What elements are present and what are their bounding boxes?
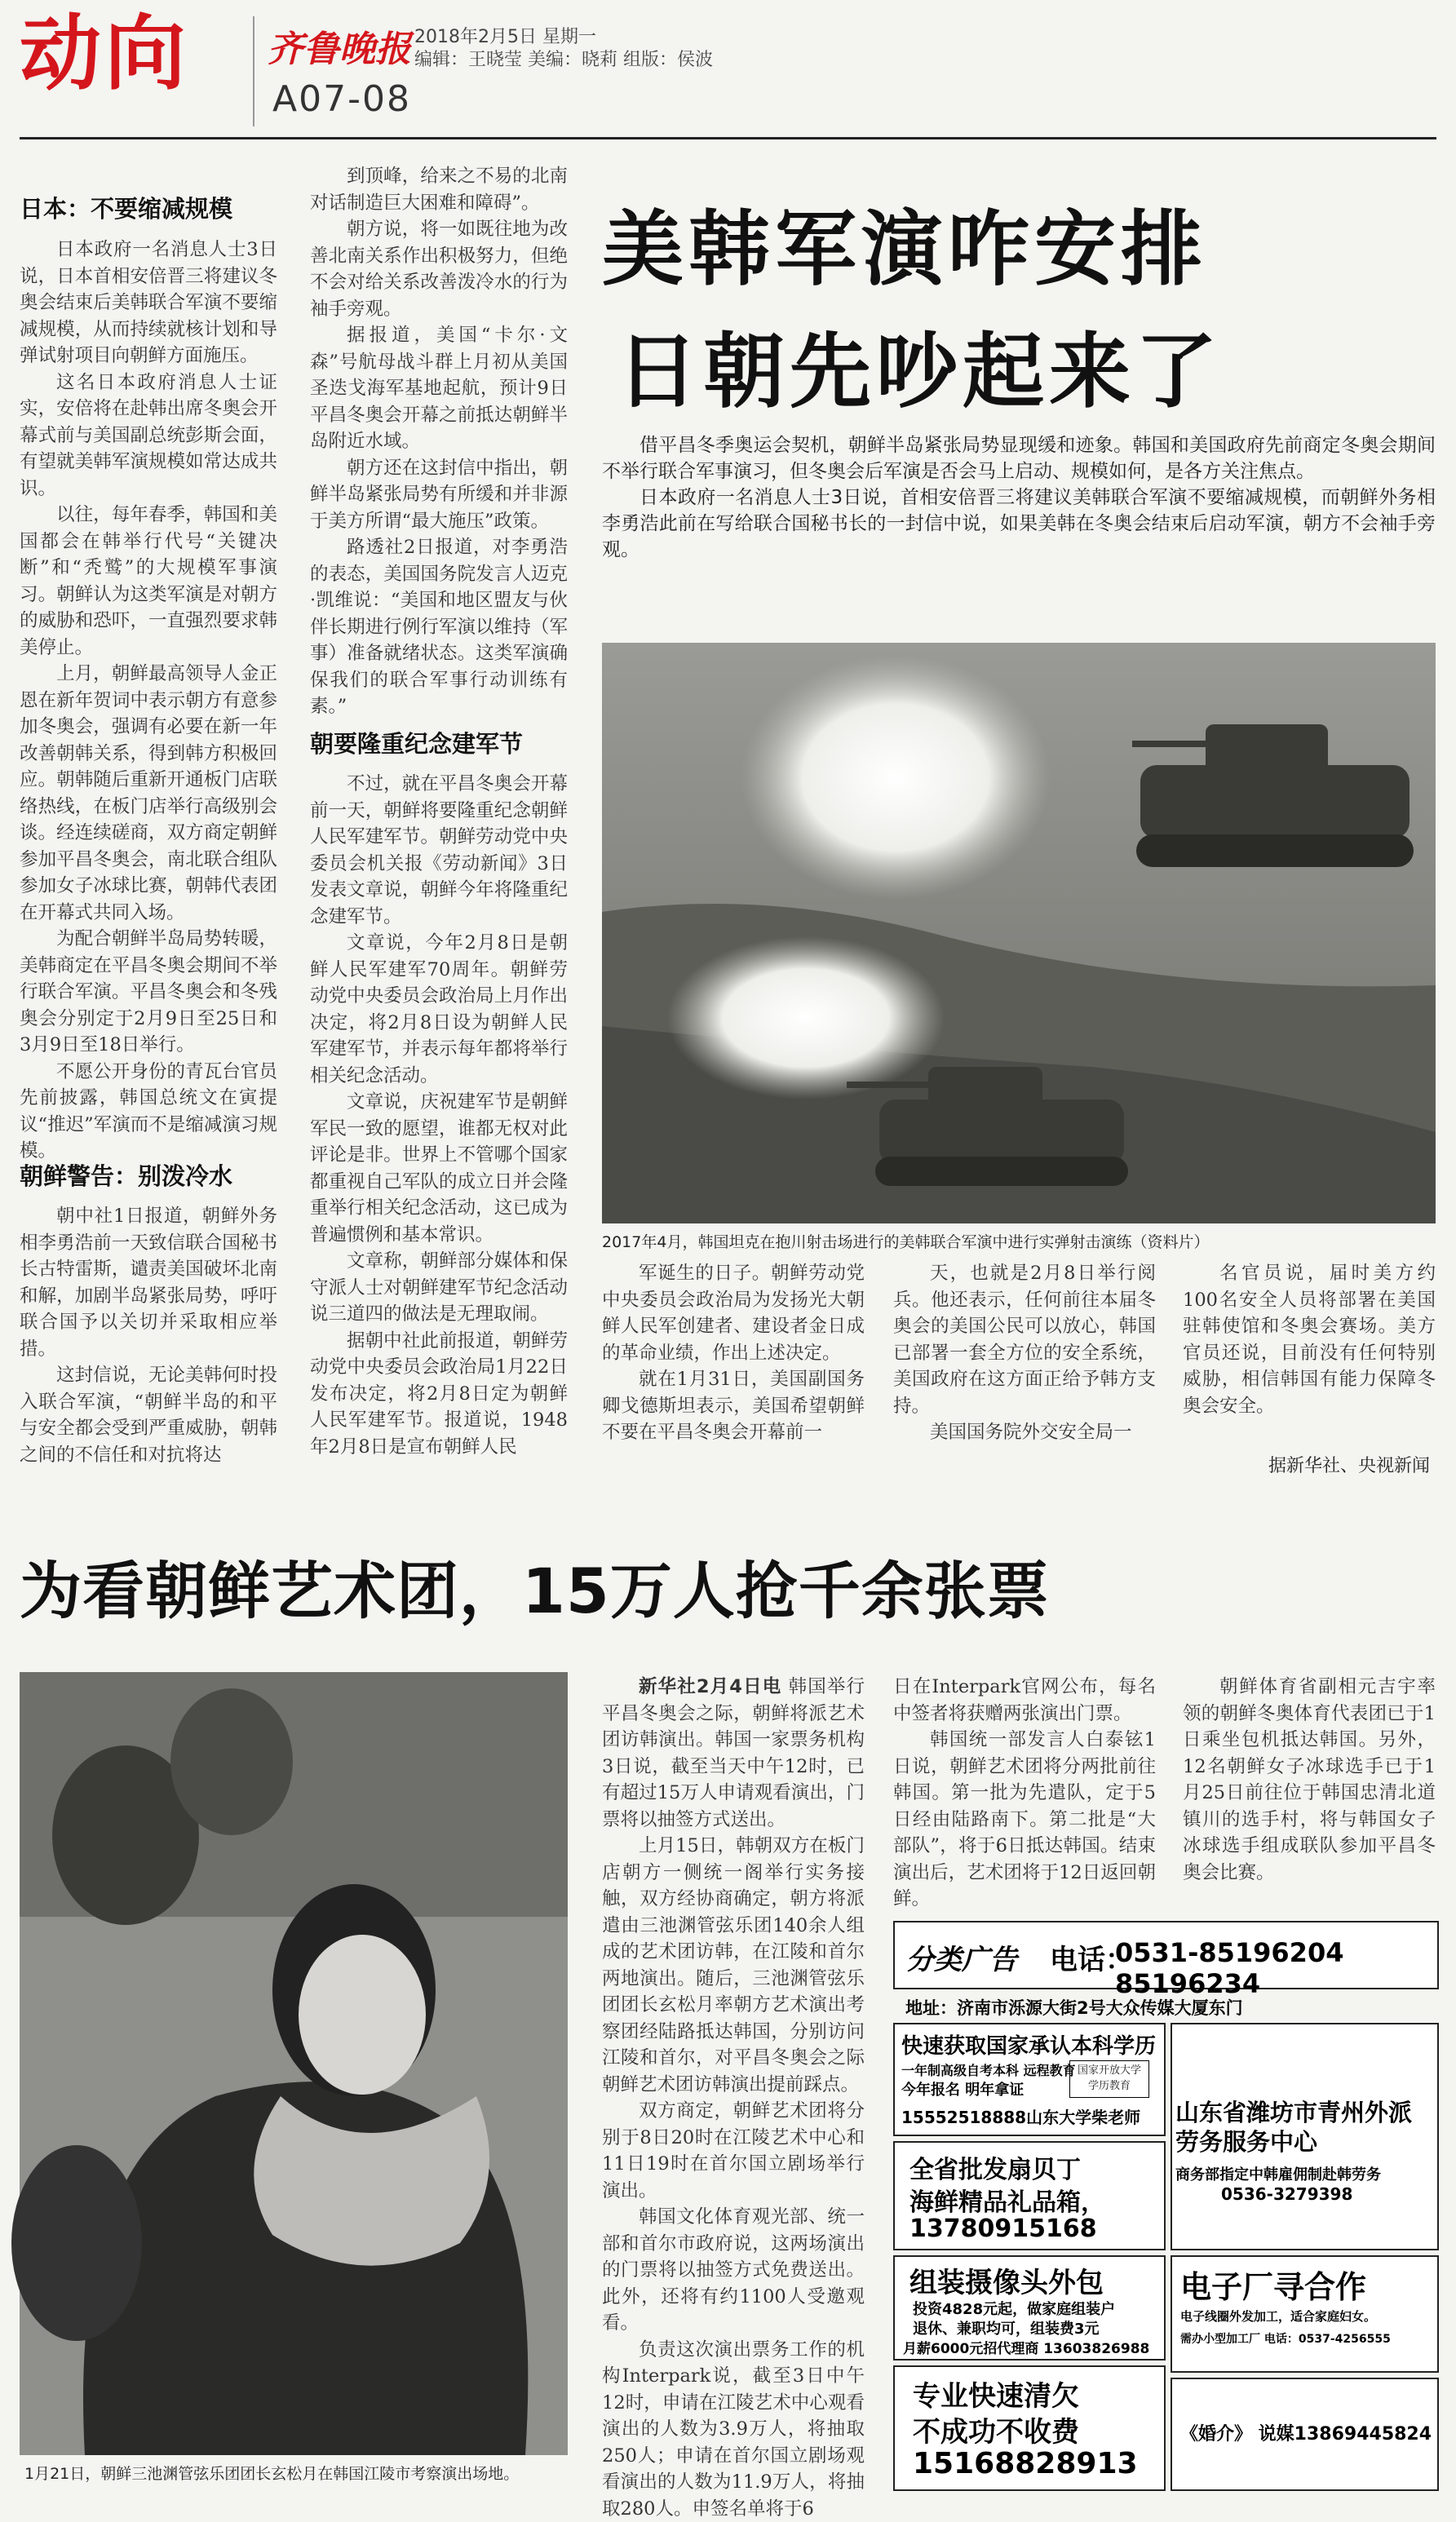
- ad-education-badge: [1069, 2060, 1149, 2098]
- body-text: 韩国举行平昌冬奥会之际，朝鲜将派艺术团访韩演出。韩国一家票务机构3日说，截至当天中午12时，已有超过15万人申请观看演出，门票将以抽签方式送出。: [602, 1676, 865, 1830]
- ad-camera-line: 退休、兼职均可，组装费3元: [913, 2317, 1100, 2338]
- ad-labor-phone: 0536-3279398: [1221, 2184, 1352, 2204]
- body-paragraph: 韩国统一部发言人白泰铉1日说，朝鲜艺术团将分两批前往韩国。第一批为先遣队，定于5日经由陆路南下。第二批是“大部队”，将于6日抵达韩国。结束演出后，艺术团将于12日返回朝鲜。: [893, 1727, 1156, 1913]
- body-paragraph: 日在Interpark官网公布，每名中签者将获赠两张演出门票。: [893, 1674, 1156, 1727]
- tank-photo-art: [602, 643, 1436, 1223]
- header-divider: [253, 16, 254, 126]
- ad-debt-title: 专业快速清欠: [913, 2374, 1079, 2414]
- story1-column-4: [893, 1260, 1156, 1497]
- ad-labor-title: 山东省潍坊市青州外派劳务服务中心: [1175, 2098, 1435, 2157]
- editor-credits: 编辑：王晓莹 美编：晓莉 组版：侯波: [414, 46, 713, 71]
- story2-dateline: 新华社2月4日电: [639, 1676, 781, 1697]
- header-rule: [20, 137, 1436, 139]
- body-paragraph: 就在1月31日，美国副国务卿戈德斯坦表示，美国希望朝鲜不要在平昌冬奥会开幕前一: [602, 1366, 865, 1446]
- ads-banner: [893, 1921, 1439, 1989]
- ad-seafood-title: 全省批发扇贝丁: [909, 2149, 1081, 2185]
- ad-education-title: 快速获取国家承认本科学历: [901, 2029, 1156, 2060]
- story2-headline: 为看朝鲜艺术团，15万人抢千余张票: [20, 1542, 1050, 1630]
- body-paragraph: 朝方说，将一如既往地为改善北南关系作出积极努力，但绝不会对给关系改善泼冷水的行为袖手旁观。: [310, 216, 568, 322]
- body-paragraph: 美国国务院外交安全局一: [893, 1419, 1156, 1446]
- troupe-photo-art: [20, 1672, 568, 2455]
- story2-column-3: [1183, 1674, 1436, 1910]
- ad-education: [893, 2023, 1166, 2136]
- ad-camera-assembly: [893, 2255, 1166, 2361]
- ad-matchmaking-line: 《婚介》 说媒13869445824: [1180, 2420, 1432, 2445]
- tank-photo-caption: 2017年4月，韩国坦克在抱川射击场进行的美韩联合军演中进行实弹射击演练（资料片）: [602, 1230, 1209, 1252]
- ads-tel-label: 电话：: [1050, 1937, 1133, 1977]
- body-paragraph: 这名日本政府消息人士证实，安倍将在赴韩出席冬奥会开幕式前与美国副总统彭斯会面，有望就美韩军演规模如常达成共识。: [20, 369, 277, 502]
- ads-banner-title: 分类广告: [906, 1937, 1017, 1977]
- ad-matchmaking: [1171, 2378, 1439, 2491]
- body-paragraph: 据朝中社此前报道，朝鲜劳动党中央委员会政治局1月22日发布决定，将2月8日定为朝鲜人民军建军节。报道说，1948年2月8日是宣布朝鲜人民: [310, 1328, 568, 1461]
- story1-column-1a: [20, 237, 277, 1146]
- body-paragraph: 朝方还在这封信中指出，朝鲜半岛紧张局势有所缓和并非源于美方所谓“最大施压”政策。: [310, 455, 568, 535]
- body-paragraph: 文章说，今年2月8日是朝鲜人民军建军70周年。朝鲜劳动党中央委员会政治局上月作出决定，将2月8日设为朝鲜人民军建军节，并表示每年都将举行相关纪念活动。: [310, 930, 568, 1089]
- page-number: A07-08: [272, 78, 411, 120]
- body-paragraph: 文章说，庆祝建军节是朝鲜军民一致的愿望，谁都无权对此评论是非。世界上不管哪个国家都重视自己军队的成立日并会隆重举行相关纪念活动，这已成为普遍惯例和基本常识。: [310, 1089, 568, 1248]
- ads-phone: 0531-85196204 85196234: [1115, 1937, 1437, 1999]
- body-paragraph: 文章称，朝鲜部分媒体和保守派人士对朝鲜建军节纪念活动说三道四的做法是无理取闹。: [310, 1248, 568, 1328]
- ad-debt-phone: 15168828913: [913, 2447, 1138, 2480]
- tank-exercise-photo: [602, 643, 1436, 1223]
- story1-lead-paragraph: 日本政府一名消息人士3日说，首相安倍晋三将建议美韩联合军演不要缩减规模，而朝鲜外务相李勇浩此前在写给联合国秘书长的一封信中说，如果美韩在冬奥会结束后启动军演，朝方不会袖手旁观。: [602, 484, 1436, 563]
- ad-education-phone: 15552518888山东大学柴老师: [901, 2104, 1140, 2128]
- story1-headline-line1: 美韩军演咋安排: [602, 184, 1207, 301]
- ad-electronics-line: 需办小型加工厂 电话：0537-4256555: [1180, 2330, 1391, 2347]
- story2-column-2: [893, 1674, 1156, 1910]
- body-paragraph: 天，也就是2月8日举行阅兵。他还表示，任何前往本届冬奥会的美国公民可以放心，韩国已部署一套全方位的安全系统，美国政府在这方面正给予韩方支持。: [893, 1260, 1156, 1419]
- body-paragraph: 以往，每年春季，韩国和美国都会在韩举行代号“关键决断”和“秃鹫”的大规模军事演习。朝鲜认为这类军演是对朝方的威胁和恐吓，一直强烈要求韩美停止。: [20, 502, 277, 661]
- ad-education-badge-line: 国家开放大学: [1070, 2061, 1148, 2077]
- body-paragraph: 日本政府一名消息人士3日说，日本首相安倍晋三将建议冬奥会结束后美韩联合军演不要缩减规模，从而持续就核计划和导弹试射项目向朝鲜方面施压。: [20, 237, 277, 369]
- story1-lead-paragraph: 借平昌冬季奥运会契机，朝鲜半岛紧张局势显现缓和迹象。韩国和美国政府先前商定冬奥会期间不举行联合军事演习，但冬奥会后军演是否会马上启动、规模如何，是各方关注焦点。: [602, 432, 1436, 484]
- body-paragraph: 路透社2日报道，对李勇浩的表态，美国国务院发言人迈克·凯维说：“美国和地区盟友与伙伴长期进行例行军演以维持（军事）准备就绪状态。这类军演确保我们的联合军事行动训练有素。”: [310, 534, 568, 720]
- story1-column-2a: [310, 163, 568, 693]
- subhead-dprk: 朝鲜警告：别泼冷水: [20, 1158, 232, 1192]
- ad-labor-export: [1171, 2023, 1439, 2250]
- story1-column-1b: [20, 1203, 277, 1490]
- ad-education-line2: 今年报名 明年拿证: [901, 2078, 1024, 2099]
- ad-education-badge-line: 学历教育: [1070, 2077, 1148, 2092]
- body-paragraph: 名官员说，届时美方约100名安全人员将部署在美国驻韩使馆和冬奥会赛场。美方官员还说，目前没有任何特别威胁，相信韩国有能力保障冬奥会安全。: [1183, 1260, 1436, 1419]
- ad-electronics: [1171, 2255, 1439, 2373]
- subhead-japan: 日本：不要缩减规模: [20, 191, 232, 224]
- ad-education-line: 一年制高级自考本科 远程教育: [901, 2060, 1076, 2079]
- ad-seafood-phone: 13780915168: [909, 2214, 1097, 2243]
- issue-date: 2018年2月5日 星期一: [414, 23, 596, 48]
- body-paragraph: 朝中社1日报道，朝鲜外务相李勇浩前一天致信联合国秘书长古特雷斯，谴责美国破坏北南和解，加剧半岛紧张局势，呼吁联合国予以关切并采取相应举措。: [20, 1203, 277, 1362]
- body-paragraph: 到顶峰，给来之不易的北南对话制造巨大困难和障碍”。: [310, 163, 568, 216]
- ad-electronics-line: 电子线圈外发加工，适合家庭妇女。: [1180, 2307, 1376, 2325]
- ad-electronics-title: 电子厂寻合作: [1180, 2262, 1366, 2307]
- ad-camera-line: 月薪6000元招代理商 13603826988: [903, 2337, 1149, 2357]
- story1-lead: [602, 432, 1436, 608]
- body-paragraph: 上月，朝鲜最高领导人金正恩在新年贺词中表示朝方有意参加冬奥会，强调有必要在新一年改善朝韩关系，得到韩方积极回应。朝韩随后重新开通板门店联络热线，在板门店举行高级别会谈。经连续磋商，双方商定朝鲜参加平昌冬奥会，南北联合组队参加女子冰球比赛，朝韩代表团在开幕式共同入场。: [20, 661, 277, 926]
- ad-debt-collection: [893, 2365, 1166, 2491]
- ad-debt-line: 不成功不收费: [913, 2409, 1079, 2449]
- troupe-photo-caption: 1月21日，朝鲜三池渊管弦乐团团长玄松月在韩国江陵市考察演出场地。: [24, 2462, 519, 2484]
- body-paragraph: 军诞生的日子。朝鲜劳动党中央委员会政治局为发扬光大朝鲜人民军创建者、建设者金日成的革命业绩，作出上述决定。: [602, 1260, 865, 1366]
- newspaper-logo: 齐鲁晚报: [268, 20, 411, 72]
- story1-column-2b: [310, 771, 568, 1490]
- subhead-army-day: 朝要隆重纪念建军节: [310, 726, 523, 759]
- body-paragraph: 朝鲜体育省副相元吉宇率领的朝鲜冬奥体育代表团已于1日乘坐包机抵达韩国。另外，12名朝鲜女子冰球选手已于1月25日前往位于韩国忠清北道镇川的选手村，将与韩国女子冰球选手组成联队参加平昌冬奥会比赛。: [1183, 1674, 1436, 1886]
- body-paragraph: 据报道，美国“卡尔·文森”号航母战斗群上月初从美国圣迭戈海军基地起航，预计9日平昌冬奥会开幕之前抵达朝鲜半岛附近水域。: [310, 322, 568, 455]
- body-paragraph: [602, 1674, 865, 1833]
- ads-address: 地址：济南市泺源大街2号大众传媒大厦东门: [905, 1995, 1243, 2020]
- body-paragraph: 负责这次演出票务工作的机构Interpark说，截至3日中午12时，申请在江陵艺术中心观看演出的人数为3.9万人，将抽取250人；申请在首尔国立剧场观看演出的人数为11.9万人，将抽取280人。申签名单将于6: [602, 2337, 865, 2522]
- story1-headline-line2: 日朝先吵起来了: [617, 306, 1222, 423]
- story1-column-3: [602, 1260, 865, 1497]
- body-paragraph: 这封信说，无论美韩何时投入联合军演，“朝鲜半岛的和平与安全都会受到严重威胁，朝韩之间的不信任和对抗将达: [20, 1362, 277, 1468]
- body-paragraph: 韩国文化体育观光部、统一部和首尔市政府说，这两场演出的门票将以抽签方式免费送出。此外，还将有约1100人受邀观看。: [602, 2204, 865, 2337]
- body-paragraph: 双方商定，朝鲜艺术团将分别于8日20时在江陵艺术中心和11日19时在首尔国立剧场举行演出。: [602, 2098, 865, 2204]
- body-paragraph: 上月15日，韩朝双方在板门店朝方一侧统一阁举行实务接触，双方经协商确定，朝方将派遣由三池渊管弦乐团140余人组成的艺术团访韩，在江陵和首尔两地演出。随后，三池渊管弦乐团团长玄松月率朝方艺术演出考察团经陆路抵达韩国，分别访问江陵和首尔，对平昌冬奥会之际朝鲜艺术团访韩演出提前踩点。: [602, 1833, 865, 2098]
- story2-column-1: [602, 1674, 865, 2489]
- ad-seafood-line: 海鲜精品礼品箱，: [909, 2182, 1105, 2218]
- body-paragraph: 不愿公开身份的青瓦台官员先前披露，韩国总统文在寅提议“推迟”军演而不是缩减演习规模。: [20, 1059, 277, 1165]
- ad-seafood: [893, 2141, 1166, 2250]
- section-masthead: 动向: [20, 8, 189, 98]
- art-troupe-photo: [20, 1672, 568, 2455]
- story1-column-5: [1183, 1260, 1436, 1448]
- ad-labor-line: 商务部指定中韩雇佣制赴韩劳务: [1175, 2163, 1381, 2184]
- ad-camera-line: 投资4828元起，做家庭组装户: [913, 2298, 1115, 2319]
- story1-source: 据新华社、央视新闻: [1268, 1452, 1430, 1477]
- body-paragraph: 为配合朝鲜半岛局势转暖，美韩商定在平昌冬奥会期间不举行联合军演。平昌冬奥会和冬残奥会分别定于2月9日至25日和3月9日至18日举行。: [20, 926, 277, 1059]
- body-paragraph: 不过，就在平昌冬奥会开幕前一天，朝鲜将要隆重纪念朝鲜人民军建军节。朝鲜劳动党中央委员会机关报《劳动新闻》3日发表文章说，朝鲜今年将隆重纪念建军节。: [310, 771, 568, 930]
- ad-camera-title: 组装摄像头外包: [909, 2260, 1104, 2300]
